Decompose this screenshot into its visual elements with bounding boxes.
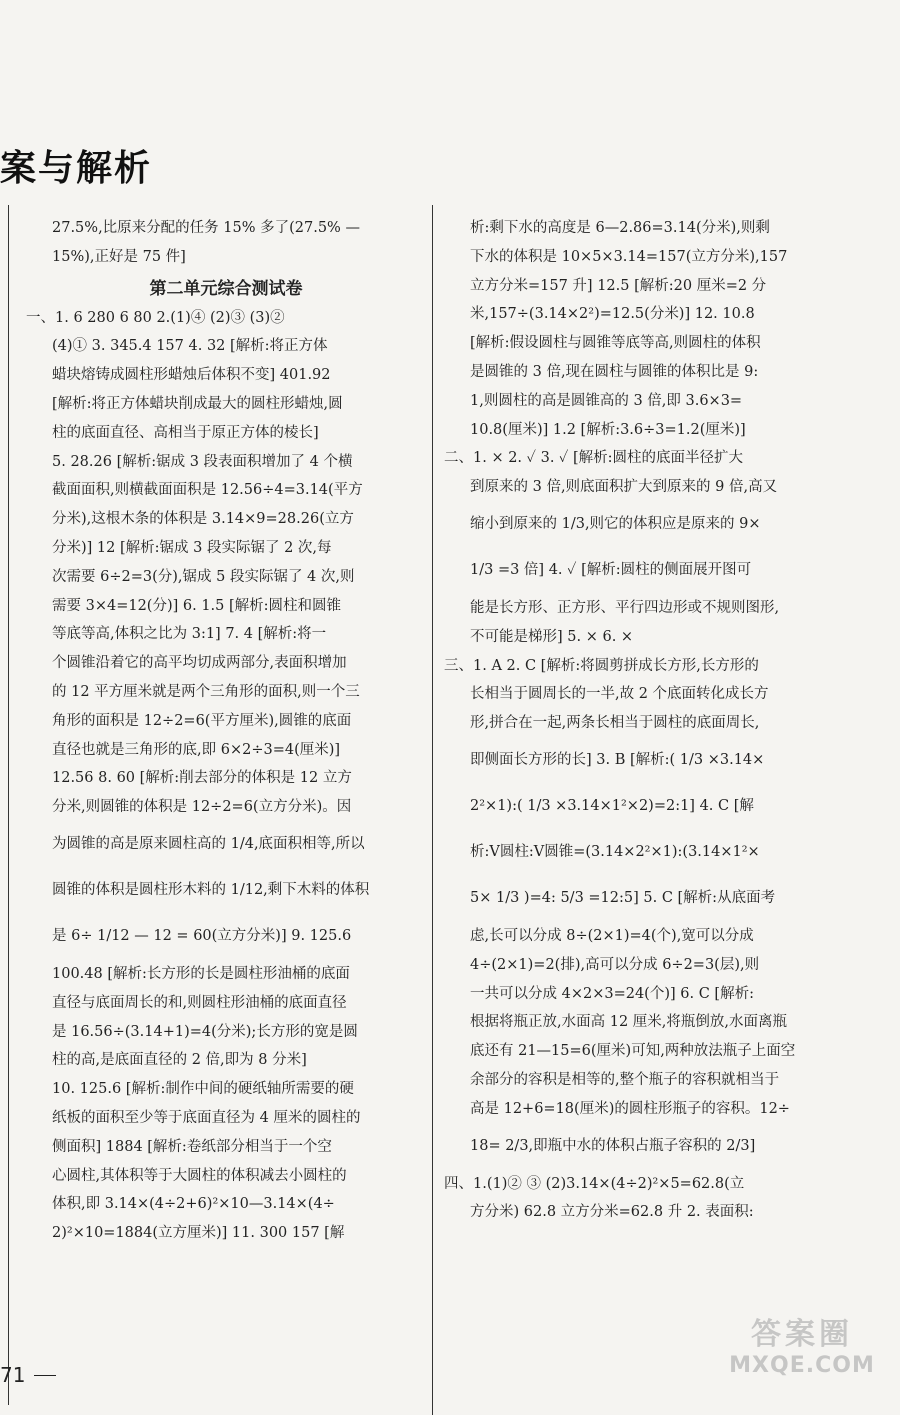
text-line: 高是 12+6=18(厘米)的圆柱形瓶子的容积。12÷ xyxy=(470,1100,790,1117)
page-number-area xyxy=(0,1363,25,1387)
text-line: 分米,则圆锥的体积是 12÷2=6(立方分米)。因 xyxy=(52,799,352,816)
page-title: 案与解析 xyxy=(0,147,153,189)
text-line: [解析:将正方体蜡块削成最大的圆柱形蜡烛,圆 xyxy=(52,395,343,412)
text-line: 次需要 6÷2=3(分),锯成 5 段实际锯了 4 次,则 xyxy=(52,568,355,585)
watermark-text-top: 答案圈 xyxy=(751,1317,853,1352)
text-line: 1,则圆柱的高是圆锥高的 3 倍,即 3.6×3= xyxy=(470,392,743,409)
right-column xyxy=(444,218,836,1231)
left-column xyxy=(26,218,426,1252)
text-line: 方分米) 62.8 立方分米=62.8 升 2. 表面积: xyxy=(470,1204,754,1221)
text-line: 三、1. A 2. C [解析:将圆剪拼成长方形,长方形的 xyxy=(444,657,759,674)
text-line: 底还有 21—15=6(厘米)可知,两种放法瓶子上面空 xyxy=(470,1043,796,1060)
text-line: 是 16.56÷(3.14+1)=4(分米);长方形的宽是圆 xyxy=(52,1023,358,1040)
text-line: 需要 3×4=12(分)] 6. 1.5 [解析:圆柱和圆锥 xyxy=(52,597,342,614)
text-line: 100.48 [解析:长方形的长是圆柱形油桶的底面 xyxy=(52,965,350,982)
text-line: 是圆锥的 3 倍,现在圆柱与圆锥的体积比是 9: xyxy=(470,363,759,380)
watermark-text-bottom: MXQE.COM xyxy=(729,1353,875,1378)
text-line: 余部分的容积是相等的,整个瓶子的容积就相当于 xyxy=(470,1071,780,1088)
text-line: 一共可以分成 4×2×3=24(个)] 6. C [解析: xyxy=(470,985,754,1002)
text-line: 18= 2/3,即瓶中水的体积占瓶子容积的 2/3] xyxy=(470,1137,756,1154)
text-line: 虑,长可以分成 8÷(2×1)=4(个),宽可以分成 xyxy=(470,927,754,944)
text-line: 12.56 8. 60 [解析:削去部分的体积是 12 立方 xyxy=(52,770,352,787)
text-line: 分米)] 12 [解析:锯成 3 段实际锯了 2 次,每 xyxy=(52,539,332,556)
text-line: 析:V圆柱:V圆锥=(3.14×2²×1):(3.14×1²× xyxy=(470,843,760,860)
text-line: (4)① 3. 345.4 157 4. 32 [解析:将正方体 xyxy=(52,338,328,355)
text-line: 根据将瓶正放,水面高 12 厘米,将瓶倒放,水面离瓶 xyxy=(470,1014,787,1031)
text-line: 二、1. × 2. ✓ 3. ✓ [解析:圆柱的底面半径扩大 xyxy=(444,450,744,467)
text-line: 一、1. 6 280 6 80 2.(1)④ (2)③ (3)② xyxy=(26,309,285,326)
text-line: 2²×1):( 1/3 ×3.14×1²×2)=2:1] 4. C [解 xyxy=(470,797,754,814)
text-line: 缩小到原来的 1/3,则它的体积应是原来的 9× xyxy=(470,515,761,532)
text-line: 4÷(2×1)=2(排),高可以分成 6÷2=3(层),则 xyxy=(470,956,760,973)
text-line: 立方分米=157 升] 12.5 [解析:20 厘米=2 分 xyxy=(470,277,767,294)
text-line: 形,拼合在一起,两条长相当于圆柱的底面周长, xyxy=(470,715,760,732)
text-line: 2)²×10=1884(立方厘米)] 11. 300 157 [解 xyxy=(52,1225,345,1242)
text-line: 侧面积] 1884 [解析:卷纸部分相当于一个空 xyxy=(52,1138,332,1155)
text-line: 15%),正好是 75 件] xyxy=(52,248,186,265)
text-line: 角形的面积是 12÷2=6(平方厘米),圆锥的底面 xyxy=(52,712,352,729)
text-line: 27.5%,比原来分配的任务 15% 多了(27.5% — xyxy=(52,220,360,236)
text-line: 蜡块熔铸成圆柱形蜡烛后体积不变] 401.92 xyxy=(52,367,331,384)
text-line: 分米),这根木条的体积是 3.14×9=28.26(立方 xyxy=(52,511,354,528)
text-line: 到原来的 3 倍,则底面积扩大到原来的 9 倍,高又 xyxy=(470,479,778,496)
text-line: 体积,即 3.14×(4÷2+6)²×10—3.14×(4÷ xyxy=(52,1196,335,1213)
text-line: 5. 28.26 [解析:锯成 3 段表面积增加了 4 个横 xyxy=(52,453,353,470)
text-line: 10.8(厘米)] 1.2 [解析:3.6÷3=1.2(厘米)] xyxy=(470,421,746,438)
text-line: 柱的底面直径、高相当于原正方体的棱长] xyxy=(52,424,319,441)
text-line: 即侧面长方形的长] 3. B [解析:( 1/3 ×3.14× xyxy=(470,751,765,768)
text-line: 心圆柱,其体积等于大圆柱的体积减去小圆柱的 xyxy=(52,1167,347,1184)
text-line: 纸板的面积至少等于底面直径为 4 厘米的圆柱的 xyxy=(52,1109,361,1126)
text-line: 圆锥的体积是圆柱形木料的 1/12,剩下木料的体积 xyxy=(52,881,370,898)
text-line: 10. 125.6 [解析:制作中间的硬纸轴所需要的硬 xyxy=(52,1081,354,1098)
text-line: [解析:假设圆柱与圆锥等底等高,则圆柱的体积 xyxy=(470,335,761,352)
text-line: 1/3 =3 倍] 4. ✓ [解析:圆柱的侧面展开图可 xyxy=(470,561,752,578)
column-divider-left xyxy=(8,205,9,1405)
text-line: 个圆锥沿着它的高平均切成两部分,表面积增加 xyxy=(52,655,347,672)
text-line: 柱的高,是底面直径的 2 倍,即为 8 分米] xyxy=(52,1052,307,1069)
text-line: 直径与底面周长的和,则圆柱形油桶的底面直径 xyxy=(52,994,347,1011)
text-line: 等底等高,体积之比为 3:1] 7. 4 [解析:将一 xyxy=(52,626,327,643)
text-line: 下水的体积是 10×5×3.14=157(立方分米),157 xyxy=(470,248,788,265)
text-line: 直径也就是三角形的底,即 6×2÷3=4(厘米)] xyxy=(52,741,341,758)
page-number: 71 xyxy=(0,1363,26,1387)
text-line: 的 12 平方厘米就是两个三角形的面积,则一个三 xyxy=(52,683,360,700)
text-line: 米,157÷(3.14×2²)=12.5(分米)] 12. 10.8 xyxy=(470,306,755,323)
column-divider-middle xyxy=(432,205,433,1415)
text-line: 析:剩下水的高度是 6—2.86=3.14(分米),则剩 xyxy=(470,220,770,236)
watermark-logo xyxy=(712,1318,892,1386)
text-line: 四、1.(1)② ③ (2)3.14×(4÷2)²×5=62.8(立 xyxy=(444,1175,745,1192)
text-line: 能是长方形、正方形、平行四边形或不规则图形, xyxy=(470,599,780,616)
text-line: 为圆锥的高是原来圆柱高的 1/4,底面积相等,所以 xyxy=(52,835,365,852)
section-title: 第二单元综合测试卷 xyxy=(149,278,303,299)
text-line: 是 6÷ 1/12 — 12 = 60(立方分米)] 9. 125.6 xyxy=(52,927,352,944)
text-line: 5× 1/3 )=4: 5/3 =12:5] 5. C [解析:从底面考 xyxy=(470,889,776,906)
text-line: 不可能是梯形] 5. × 6. × xyxy=(470,628,634,645)
page-number-dash xyxy=(34,1375,56,1376)
text-line: 长相当于圆周长的一半,故 2 个底面转化成长方 xyxy=(470,686,769,703)
text-line: 截面面积,则横截面面积是 12.56÷4=3.14(平方 xyxy=(52,482,363,499)
